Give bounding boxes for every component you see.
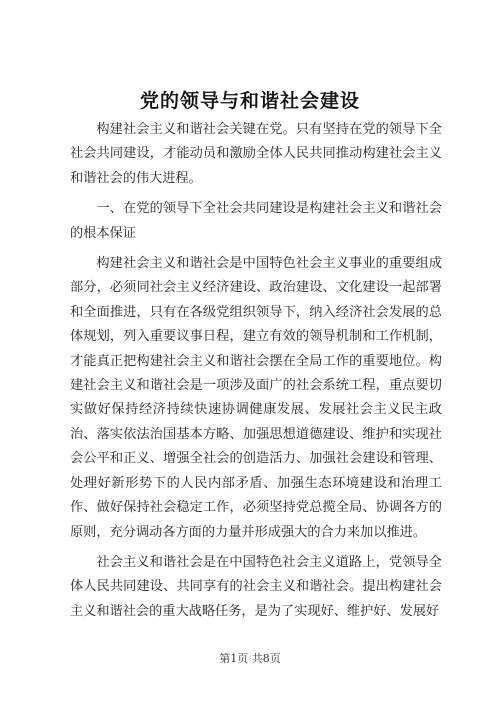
paragraph-section-1-continued: 社会主义和谐社会是在中国特色社会主义道路上，党领导全体人民共同建设、共同享有的社会主义和谐社会。提出构建社会主义和谐社会的重大战略任务，是为了实现好、维护好、发展好 <box>70 554 442 619</box>
paragraph-section-1: 构建社会主义和谐社会是中国特色社会主义事业的重要组成部分，必须同社会主义经济建设、政治建设、文化建设一起部署和全面推进，只有在各级党组织领导下，纳入经济社会发展的总体规划，列入重要议事日程，建立有效的领导机制和工作机制，才能真正把构建社会主义和谐社会摆在全局工作的重要地位。构建社会主义和谐社会是一项涉及面广的社会系统工程，重点要切实做好保持经济持续快速协调健康发展、发展社会主义民主政治、落实依法治国基本方略、加强思想道德建设、维护和实现社会公平和正义、增强全社会的创造活力、加强社会建设和管理、处理好新形势下的人民内部矛盾、加强生态环境建设和治理工作、做好保持社会稳定工作，必须坚持党总揽全局、协调各方的原则，充分调动各方面的力量并形成强大的合力来加以推进。 <box>70 256 442 540</box>
section-heading-1: 一、在党的领导下全社会共同建设是构建社会主义和谐社会的根本保证 <box>70 201 442 241</box>
document-title: 党的领导与和谐社会建设 <box>139 90 360 112</box>
paragraph-intro: 构建社会主义和谐社会关键在党。只有坚持在党的领导下全社会共同建设，才能动员和激励全体人民共同推动构建社会主义和谐社会的伟大进程。 <box>70 122 442 186</box>
page-footer: 第1页 共8页 <box>219 652 281 665</box>
document-body <box>70 118 442 630</box>
